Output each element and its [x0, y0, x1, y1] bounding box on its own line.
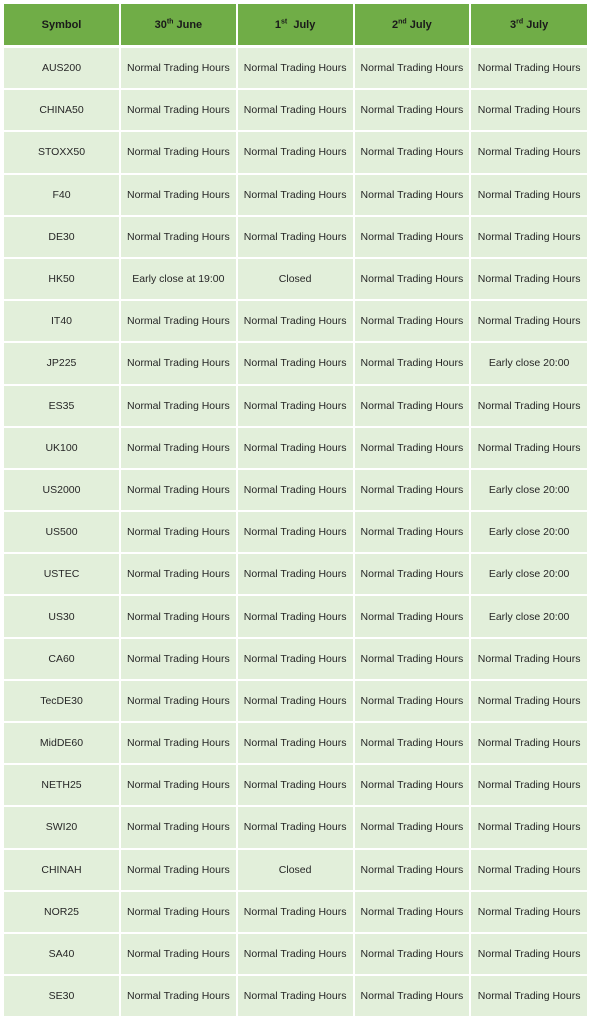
trading-status-cell: Normal Trading Hours: [354, 385, 471, 427]
column-header-day: [120, 4, 237, 47]
trading-status-cell: Normal Trading Hours: [120, 806, 237, 848]
trading-status-cell: Normal Trading Hours: [470, 131, 587, 173]
trading-status-cell: Normal Trading Hours: [354, 174, 471, 216]
trading-status-cell: Normal Trading Hours: [354, 806, 471, 848]
trading-status-cell: Normal Trading Hours: [237, 680, 354, 722]
trading-status-cell: Normal Trading Hours: [120, 553, 237, 595]
table-row: [4, 806, 587, 848]
symbol-cell: ES35: [4, 385, 120, 427]
table-row: [4, 849, 587, 891]
trading-status-cell: Normal Trading Hours: [354, 849, 471, 891]
trading-status-cell: Normal Trading Hours: [237, 469, 354, 511]
trading-status-cell: Normal Trading Hours: [237, 89, 354, 131]
column-header-day: [237, 4, 354, 47]
trading-status-cell: Normal Trading Hours: [120, 131, 237, 173]
trading-status-cell: Normal Trading Hours: [354, 89, 471, 131]
day-number: 2: [391, 18, 399, 31]
day-number: 3: [510, 18, 517, 31]
trading-status-cell: Normal Trading Hours: [470, 47, 587, 90]
trading-status-cell: Normal Trading Hours: [237, 131, 354, 173]
symbol-cell: STOXX50: [4, 131, 120, 173]
symbol-cell: US500: [4, 511, 120, 553]
trading-status-cell: Normal Trading Hours: [237, 47, 354, 90]
trading-status-cell: Normal Trading Hours: [354, 131, 471, 173]
table-row: [4, 131, 587, 173]
table-body: [4, 47, 587, 1018]
day-number: 1: [274, 18, 281, 31]
trading-status-cell: Normal Trading Hours: [237, 933, 354, 975]
symbol-cell: DE30: [4, 216, 120, 258]
trading-status-cell: Normal Trading Hours: [354, 933, 471, 975]
day-suffix: st: [281, 17, 288, 25]
table-row: [4, 300, 587, 342]
symbol-cell: UK100: [4, 427, 120, 469]
day-month: July: [523, 18, 549, 31]
table-row: [4, 258, 587, 300]
symbol-cell: US30: [4, 595, 120, 637]
symbol-cell: JP225: [4, 342, 120, 384]
day-month: July: [406, 18, 432, 31]
trading-status-cell: Normal Trading Hours: [237, 891, 354, 933]
trading-status-cell: Early close 20:00: [470, 595, 587, 637]
table-row: [4, 89, 587, 131]
trading-status-cell: Normal Trading Hours: [120, 595, 237, 637]
trading-status-cell: Normal Trading Hours: [470, 174, 587, 216]
symbol-cell: US2000: [4, 469, 120, 511]
trading-status-cell: Normal Trading Hours: [237, 511, 354, 553]
trading-status-cell: Normal Trading Hours: [120, 300, 237, 342]
trading-status-cell: Normal Trading Hours: [354, 342, 471, 384]
trading-status-cell: Normal Trading Hours: [354, 553, 471, 595]
trading-status-cell: Normal Trading Hours: [354, 47, 471, 90]
trading-status-cell: Normal Trading Hours: [237, 975, 354, 1017]
symbol-cell: F40: [4, 174, 120, 216]
trading-status-cell: Normal Trading Hours: [237, 638, 354, 680]
trading-status-cell: Normal Trading Hours: [470, 300, 587, 342]
table-row: [4, 764, 587, 806]
trading-status-cell: Normal Trading Hours: [237, 806, 354, 848]
column-header-symbol: Symbol: [4, 4, 120, 47]
trading-status-cell: Early close 20:00: [470, 511, 587, 553]
trading-status-cell: Normal Trading Hours: [120, 975, 237, 1017]
trading-status-cell: Normal Trading Hours: [354, 764, 471, 806]
table-row: [4, 511, 587, 553]
trading-status-cell: Normal Trading Hours: [120, 47, 237, 90]
trading-status-cell: Normal Trading Hours: [120, 469, 237, 511]
symbol-cell: AUS200: [4, 47, 120, 90]
table-row: [4, 47, 587, 90]
trading-status-cell: Normal Trading Hours: [470, 849, 587, 891]
trading-status-cell: Normal Trading Hours: [470, 680, 587, 722]
trading-status-cell: Normal Trading Hours: [120, 427, 237, 469]
table-row: [4, 638, 587, 680]
symbol-cell: NETH25: [4, 764, 120, 806]
symbol-cell: HK50: [4, 258, 120, 300]
trading-status-cell: Normal Trading Hours: [120, 216, 237, 258]
trading-status-cell: Normal Trading Hours: [470, 764, 587, 806]
trading-status-cell: Normal Trading Hours: [470, 258, 587, 300]
trading-status-cell: Normal Trading Hours: [354, 216, 471, 258]
table-row: [4, 722, 587, 764]
table-row: [4, 595, 587, 637]
trading-status-cell: Normal Trading Hours: [120, 342, 237, 384]
trading-status-cell: Normal Trading Hours: [470, 89, 587, 131]
table-row: [4, 469, 587, 511]
trading-status-cell: Normal Trading Hours: [237, 764, 354, 806]
table-row: [4, 427, 587, 469]
trading-status-cell: Normal Trading Hours: [120, 891, 237, 933]
trading-status-cell: Normal Trading Hours: [470, 933, 587, 975]
trading-status-cell: Normal Trading Hours: [354, 638, 471, 680]
day-month: June: [173, 18, 203, 31]
trading-status-cell: Normal Trading Hours: [470, 638, 587, 680]
trading-status-cell: Normal Trading Hours: [470, 427, 587, 469]
table-row: [4, 680, 587, 722]
trading-status-cell: Normal Trading Hours: [120, 511, 237, 553]
trading-status-cell: Normal Trading Hours: [354, 722, 471, 764]
table-row: [4, 174, 587, 216]
trading-status-cell: Early close 20:00: [470, 342, 587, 384]
trading-status-cell: Normal Trading Hours: [237, 216, 354, 258]
trading-status-cell: Normal Trading Hours: [237, 342, 354, 384]
trading-status-cell: Closed: [237, 849, 354, 891]
trading-status-cell: Normal Trading Hours: [120, 722, 237, 764]
day-month: July: [287, 18, 316, 31]
trading-status-cell: Normal Trading Hours: [354, 595, 471, 637]
symbol-cell: CA60: [4, 638, 120, 680]
trading-status-cell: Normal Trading Hours: [120, 385, 237, 427]
trading-hours-table: [4, 4, 587, 1018]
trading-status-cell: Normal Trading Hours: [237, 595, 354, 637]
table-row: [4, 385, 587, 427]
trading-status-cell: Normal Trading Hours: [354, 469, 471, 511]
trading-status-cell: Normal Trading Hours: [470, 975, 587, 1017]
trading-status-cell: Normal Trading Hours: [354, 427, 471, 469]
day-number: 30: [154, 18, 167, 31]
trading-status-cell: Normal Trading Hours: [354, 680, 471, 722]
trading-status-cell: Normal Trading Hours: [354, 891, 471, 933]
table-row: [4, 933, 587, 975]
trading-status-cell: Early close 20:00: [470, 469, 587, 511]
symbol-cell: SWI20: [4, 806, 120, 848]
trading-status-cell: Early close at 19:00: [120, 258, 237, 300]
trading-status-cell: Normal Trading Hours: [120, 849, 237, 891]
day-suffix: rd: [516, 17, 524, 25]
trading-status-cell: Normal Trading Hours: [354, 258, 471, 300]
day-suffix: th: [166, 17, 174, 25]
trading-status-cell: Normal Trading Hours: [470, 385, 587, 427]
trading-status-cell: Normal Trading Hours: [470, 891, 587, 933]
trading-status-cell: Normal Trading Hours: [120, 174, 237, 216]
trading-status-cell: Normal Trading Hours: [237, 427, 354, 469]
trading-status-cell: Normal Trading Hours: [470, 216, 587, 258]
trading-status-cell: Normal Trading Hours: [470, 722, 587, 764]
trading-status-cell: Normal Trading Hours: [237, 553, 354, 595]
table-row: [4, 342, 587, 384]
symbol-cell: USTEC: [4, 553, 120, 595]
trading-status-cell: Normal Trading Hours: [120, 680, 237, 722]
trading-hours-table-container: [4, 4, 587, 1018]
column-header-day: [354, 4, 471, 47]
trading-status-cell: Normal Trading Hours: [470, 806, 587, 848]
symbol-cell: SA40: [4, 933, 120, 975]
trading-status-cell: Normal Trading Hours: [237, 722, 354, 764]
day-suffix: nd: [398, 17, 407, 25]
trading-status-cell: Normal Trading Hours: [120, 933, 237, 975]
header-row: [4, 4, 587, 47]
table-row: [4, 553, 587, 595]
symbol-cell: IT40: [4, 300, 120, 342]
trading-status-cell: Normal Trading Hours: [237, 300, 354, 342]
trading-status-cell: Early close 20:00: [470, 553, 587, 595]
table-row: [4, 216, 587, 258]
symbol-cell: SE30: [4, 975, 120, 1017]
trading-status-cell: Normal Trading Hours: [120, 764, 237, 806]
trading-status-cell: Normal Trading Hours: [354, 975, 471, 1017]
column-header-day: [470, 4, 587, 47]
trading-status-cell: Normal Trading Hours: [120, 638, 237, 680]
symbol-cell: NOR25: [4, 891, 120, 933]
trading-status-cell: Normal Trading Hours: [354, 511, 471, 553]
trading-status-cell: Normal Trading Hours: [237, 174, 354, 216]
symbol-cell: TecDE30: [4, 680, 120, 722]
symbol-cell: CHINAH: [4, 849, 120, 891]
trading-status-cell: Closed: [237, 258, 354, 300]
trading-status-cell: Normal Trading Hours: [354, 300, 471, 342]
trading-status-cell: Normal Trading Hours: [237, 385, 354, 427]
table-row: [4, 891, 587, 933]
symbol-cell: MidDE60: [4, 722, 120, 764]
trading-status-cell: Normal Trading Hours: [120, 89, 237, 131]
table-row: [4, 975, 587, 1017]
symbol-cell: CHINA50: [4, 89, 120, 131]
